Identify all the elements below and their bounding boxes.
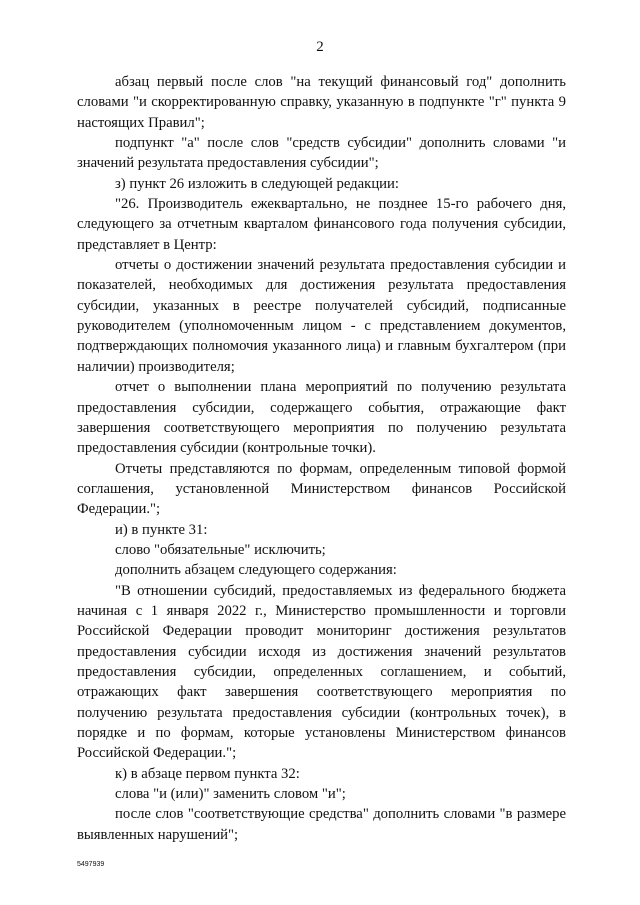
paragraph: "26. Производитель ежеквартально, не позднее 15-го рабочего дня, следующего за отчетным кварталом финансового года получения субсидии, представляет в Центр: [77,196,566,253]
paragraph: "В отношении субсидий, предоставляемых из федерального бюджета начиная с 1 января 2022 г., Министерство промышленности и торговли Российской Федерации проводит мониторинг достижения результатов предоставления субсидии исходя из достижения значений результатов предоставления субсидии, определенных соглашением, и событий, отражающих факт завершения соответствующего мероприятия по получению результата предоставления субсидии (контрольных точек), в порядке и по формам, которые установлены Министерством финансов Российской Федерации."; [77,582,566,762]
paragraph: дополнить абзацем следующего содержания: [115,562,397,579]
paragraph: слово "обязательные" исключить; [115,541,326,558]
paragraph: Отчеты представляются по формам, определенным типовой формой соглашения, установленной Министерством финансов Российской Федерации."; [77,460,566,518]
paragraph: слова "и (или)" заменить словом "и"; [115,786,346,803]
paragraph: после слов "соответствующие средства" дополнить словами "в размере выявленных нарушений"; [77,806,566,843]
page-number: 2 [316,39,324,55]
paragraph: отчет о выполнении плана мероприятий по получению результата предоставления субсидии, содержащего события, отражающие факт завершения соответствующего мероприятия по получению результата предоставления субсидии (контрольные точки). [77,379,566,457]
paragraph: абзац первый после слов "на текущий финансовый год" дополнить словами "и скорректированную справку, указанную в подпункте "г" пункта 9 настоящих Правил"; [77,74,566,131]
paragraph: и) в пункте 31: [115,521,208,538]
document-id: 5497939 [77,861,105,868]
paragraph: з) пункт 26 изложить в следующей редакции: [115,175,399,192]
paragraph: подпункт "а" после слов "средств субсидии" дополнить словами "и значений результата предоставления субсидии"; [77,135,566,172]
paragraph: отчеты о достижении значений результата предоставления субсидии и показателей, необходимых для достижения результата предоставления субсидии, указанных в реестре получателей субсидий, подписанные руководителем (уполномоченным лицом - с представлением документов, подтверждающих полномочия указанного лица) и главным бухгалтером (при наличии) производителя; [77,257,566,375]
paragraph: к) в абзаце первом пункта 32: [115,765,300,782]
document-body [77,72,566,845]
